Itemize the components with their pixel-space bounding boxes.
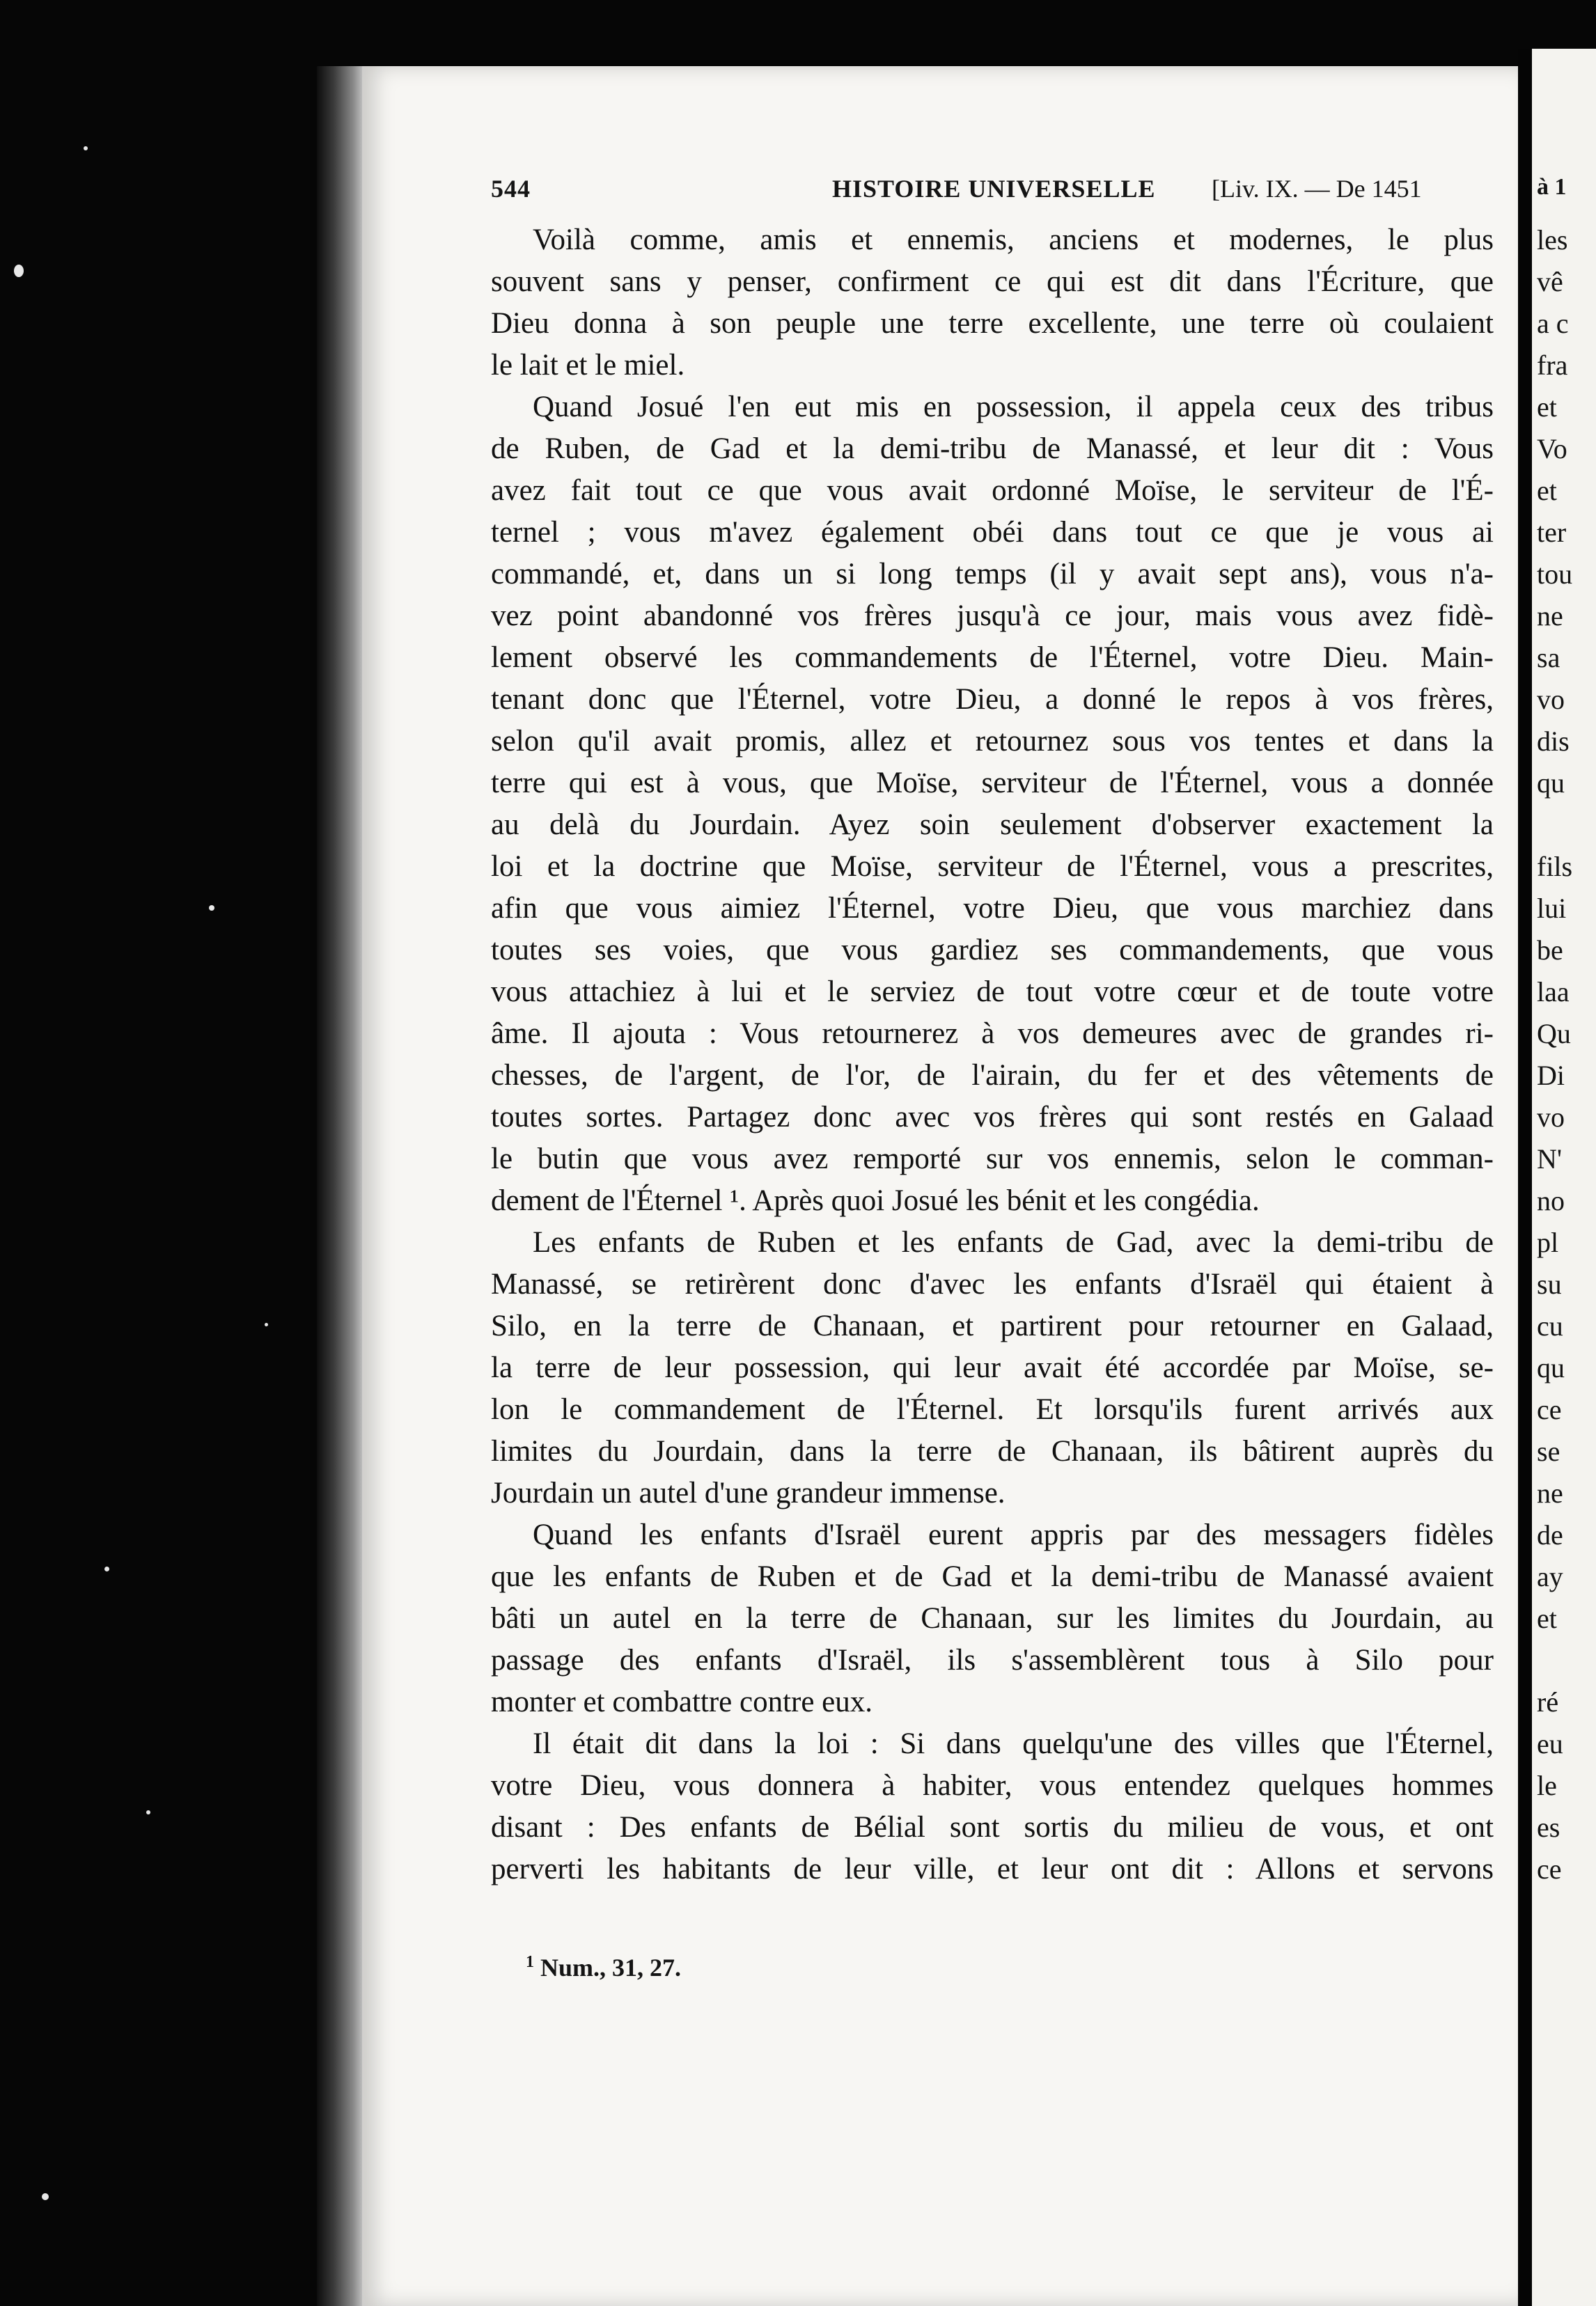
text-line: chesses, de l'argent, de l'or, de l'airain, du fer et des vêtements de: [491, 1059, 1494, 1092]
right-page-fragment: lui: [1537, 893, 1567, 924]
text-line: vez point abandonné vos frères jusqu'à ce jour, mais vous avez fidè-: [491, 599, 1494, 632]
text-line: toutes ses voies, que vous gardiez ses commandements, que vous: [491, 934, 1494, 966]
text-line: Voilà comme, amis et ennemis, anciens et modernes, le plus: [533, 223, 1494, 256]
footnote-marker: 1: [526, 1953, 534, 1971]
right-page-fragment: Qu: [1537, 1018, 1571, 1049]
footnote: [526, 1953, 681, 1982]
right-page-fragment: laa: [1537, 976, 1570, 1007]
dust-speck: [42, 2193, 49, 2200]
text-line: que les enfants de Ruben et de Gad et la demi-tribu de Manassé avaient: [491, 1560, 1494, 1593]
right-page-fragment: ré: [1537, 1686, 1559, 1718]
right-page-head-fragment: à 1: [1537, 174, 1567, 200]
text-line: au delà du Jourdain. Ayez soin seulement d'observer exactement la: [491, 808, 1494, 841]
text-line: le lait et le miel.: [491, 349, 685, 382]
book-spine-edge: [317, 66, 366, 2306]
right-page-fragment: cu: [1537, 1310, 1563, 1342]
dust-speck: [209, 905, 214, 911]
dust-speck: [265, 1323, 268, 1326]
right-page-fragment: Di: [1537, 1060, 1565, 1091]
text-line: Les enfants de Ruben et les enfants de Gad, avec la demi-tribu de: [533, 1226, 1494, 1259]
text-line: monter et combattre contre eux.: [491, 1686, 873, 1718]
text-line: de Ruben, de Gad et la demi-tribu de Manassé, et leur dit : Vous: [491, 432, 1494, 465]
text-line: toutes sortes. Partagez donc avec vos frères qui sont restés en Galaad: [491, 1101, 1494, 1134]
right-page-fragment: [1537, 804, 1596, 846]
footnote-text: Num., 31, 27.: [540, 1954, 682, 1982]
right-page-fragment: ne: [1537, 600, 1563, 632]
right-page-fragment: fra: [1537, 350, 1568, 381]
text-line: Dieu donna à son peuple une terre excellente, une terre où coulaient: [491, 307, 1494, 340]
right-page-fragment: ce: [1537, 1853, 1562, 1885]
text-line: commandé, et, dans un si long temps (il y avait sept ans), vous n'a-: [491, 558, 1494, 590]
right-page-fragment: be: [1537, 934, 1563, 966]
text-line: votre Dieu, vous donnera à habiter, vous entendez quelques hommes: [491, 1769, 1494, 1802]
right-page-fragment: et: [1537, 475, 1557, 506]
right-page-fragment: no: [1537, 1185, 1565, 1216]
dust-speck: [104, 1567, 109, 1571]
text-line: Silo, en la terre de Chanaan, et partirent pour retourner en Galaad,: [491, 1310, 1494, 1342]
right-page-fragment: eu: [1537, 1728, 1563, 1759]
dust-speck: [14, 265, 24, 277]
text-line: ternel ; vous m'avez également obéi dans tout ce que je vous ai: [491, 516, 1494, 549]
right-page-fragment: le: [1537, 1770, 1557, 1801]
text-line: âme. Il ajouta : Vous retournerez à vos demeures avec de grandes ri-: [491, 1017, 1494, 1050]
right-page-fragment: les: [1537, 224, 1568, 256]
right-page-fragment: ay: [1537, 1561, 1563, 1592]
right-page-fragment: qu: [1537, 1352, 1565, 1383]
right-page-fragment: ter: [1537, 517, 1567, 548]
right-page-fragment: se: [1537, 1436, 1560, 1467]
text-line: afin que vous aimiez l'Éternel, votre Dieu, que vous marchiez dans: [491, 892, 1494, 925]
text-line: terre qui est à vous, que Moïse, serviteur de l'Éternel, vous a donnée: [491, 767, 1494, 799]
right-page-fragment: [1537, 1640, 1596, 1681]
text-line: bâti un autel en la terre de Chanaan, sur les limites du Jourdain, au: [491, 1602, 1494, 1635]
text-line: loi et la doctrine que Moïse, serviteur de l'Éternel, vous a prescrites,: [491, 850, 1494, 883]
text-line: souvent sans y penser, confirment ce qui est dit dans l'Écriture, que: [491, 265, 1494, 298]
text-line: la terre de leur possession, qui leur avait été accordée par Moïse, se-: [491, 1351, 1494, 1384]
page-number: 544: [491, 175, 531, 203]
right-page-fragment: su: [1537, 1269, 1562, 1300]
text-line: Manassé, se retirèrent donc d'avec les enfants d'Israël qui étaient à: [491, 1268, 1494, 1301]
right-page-fragment: sa: [1537, 642, 1560, 673]
text-line: Quand les enfants d'Israël eurent appris par des messagers fidèles: [533, 1519, 1494, 1551]
text-line: Quand Josué l'en eut mis en possession, il appela ceux des tribus: [533, 391, 1494, 423]
text-line: limites du Jourdain, dans la terre de Chanaan, ils bâtirent auprès du: [491, 1435, 1494, 1468]
text-line: avez fait tout ce que vous avait ordonné Moïse, le serviteur de l'É-: [491, 474, 1494, 507]
right-page-fragment: es: [1537, 1812, 1560, 1843]
text-line: disant : Des enfants de Bélial sont sortis du milieu de vous, et ont: [491, 1811, 1494, 1844]
text-line: Il était dit dans la loi : Si dans quelqu'une des villes que l'Éternel,: [533, 1727, 1494, 1760]
right-page-fragment: N': [1537, 1143, 1563, 1175]
right-page-fragment: tou: [1537, 558, 1573, 590]
dust-speck: [84, 146, 88, 150]
text-line: vous attachiez à lui et le serviez de tout votre cœur et de toute votre: [491, 975, 1494, 1008]
right-page-fragment: qu: [1537, 767, 1565, 799]
right-page-fragment: vo: [1537, 1101, 1565, 1133]
right-page-fragment: et: [1537, 1603, 1557, 1634]
right-page-fragment: et: [1537, 391, 1557, 423]
right-page-fragment: vê: [1537, 266, 1563, 297]
main-text-block: [491, 219, 1494, 1890]
book-title: HISTOIRE UNIVERSELLE: [832, 175, 1156, 203]
running-head: [491, 174, 1501, 209]
text-line: perverti les habitants de leur ville, et leur ont dit : Allons et servons: [491, 1853, 1494, 1885]
text-line: lon le commandement de l'Éternel. Et lorsqu'ils furent arrivés aux: [491, 1393, 1494, 1426]
right-page-fragment: pl: [1537, 1227, 1559, 1258]
right-page-fragment: de: [1537, 1519, 1563, 1551]
right-page-text-fragments: [1537, 219, 1596, 1890]
right-page-fragment: vo: [1537, 684, 1565, 715]
text-line: passage des enfants d'Israël, ils s'assemblèrent tous à Silo pour: [491, 1644, 1494, 1677]
right-page-fragment: a c: [1537, 308, 1569, 339]
text-line: dement de l'Éternel ¹. Après quoi Josué les bénit et les congédia.: [491, 1184, 1260, 1217]
right-page-fragment: Vo: [1537, 433, 1567, 464]
right-page-fragment: ne: [1537, 1477, 1563, 1509]
right-page-fragment: dis: [1537, 725, 1570, 757]
text-line: le butin que vous avez remporté sur vos ennemis, selon le comman-: [491, 1143, 1494, 1175]
page-gutter: [1518, 49, 1532, 2306]
text-line: lement observé les commandements de l'Éternel, votre Dieu. Main-: [491, 641, 1494, 674]
text-line: selon qu'il avait promis, allez et retournez sous vos tentes et dans la: [491, 725, 1494, 758]
right-page-fragment: ce: [1537, 1394, 1562, 1425]
right-page-fragment: fils: [1537, 851, 1573, 882]
text-line: Jourdain un autel d'une grandeur immense.: [491, 1477, 1006, 1509]
dust-speck: [146, 1810, 150, 1814]
chapter-range: [Liv. IX. — De 1451: [1212, 175, 1422, 203]
text-line: tenant donc que l'Éternel, votre Dieu, a donné le repos à vos frères,: [491, 683, 1494, 716]
